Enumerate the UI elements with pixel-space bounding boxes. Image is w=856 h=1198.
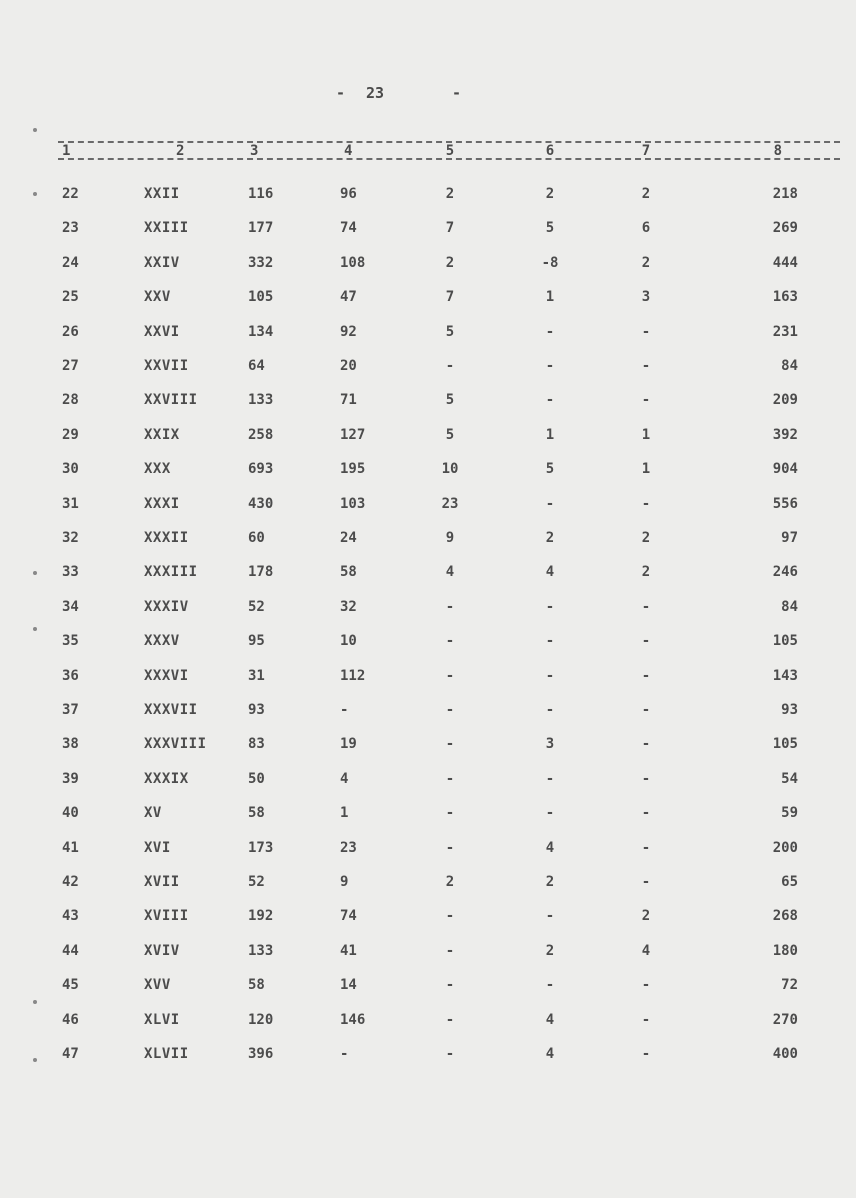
roman-numeral: XXXVI bbox=[144, 667, 189, 684]
roman-numeral: XXVIII bbox=[144, 392, 198, 409]
col-6-value: 4 bbox=[545, 564, 555, 581]
col-4-value: 20 bbox=[340, 358, 357, 374]
col-6-value: 4 bbox=[545, 1046, 555, 1062]
col-5-value: 9 bbox=[445, 530, 455, 546]
col-7-value: - bbox=[641, 1046, 651, 1062]
col-5-value: - bbox=[445, 908, 455, 925]
col-4-value: 71 bbox=[340, 392, 357, 409]
col-5-value: - bbox=[445, 942, 455, 959]
roman-numeral: XXIX bbox=[144, 426, 180, 443]
col-6-value: - bbox=[545, 977, 555, 994]
margin-mark bbox=[33, 1058, 37, 1062]
col-3-value: 396 bbox=[248, 1046, 274, 1062]
col-6-value: - bbox=[545, 358, 555, 374]
table-row bbox=[0, 358, 856, 380]
roman-numeral: XLVI bbox=[144, 1011, 180, 1028]
col-7-value: 6 bbox=[641, 220, 651, 237]
row-number: 36 bbox=[62, 667, 79, 684]
header-col-1: 1 bbox=[62, 143, 71, 159]
roman-numeral: XXXVIII bbox=[144, 736, 207, 753]
col-5-value: 4 bbox=[445, 564, 455, 581]
roman-numeral: XXVI bbox=[144, 323, 180, 340]
col-5-value: 7 bbox=[445, 289, 455, 306]
col-6-value: 3 bbox=[545, 736, 555, 753]
total-value: 209 bbox=[772, 392, 798, 409]
col-6-value: 1 bbox=[545, 289, 555, 306]
col-6-value: 2 bbox=[545, 530, 555, 546]
row-number: 31 bbox=[62, 495, 79, 512]
col-4-value: 58 bbox=[340, 564, 357, 581]
col-4-value: 1 bbox=[340, 805, 349, 822]
col-7-value: 2 bbox=[641, 908, 651, 925]
col-3-value: 50 bbox=[248, 770, 265, 787]
table-row bbox=[0, 840, 856, 862]
col-5-value: - bbox=[445, 770, 455, 787]
col-5-value: 5 bbox=[445, 426, 455, 443]
col-7-value: - bbox=[641, 839, 651, 856]
table-row bbox=[0, 1046, 856, 1068]
roman-numeral: XV bbox=[144, 805, 162, 822]
header-rule-bottom bbox=[58, 158, 840, 160]
col-4-value: - bbox=[340, 702, 349, 718]
col-3-value: 177 bbox=[248, 220, 274, 237]
row-number: 45 bbox=[62, 977, 79, 994]
col-7-value: - bbox=[641, 495, 651, 512]
margin-mark bbox=[33, 192, 37, 196]
col-3-value: 134 bbox=[248, 323, 274, 340]
header-col-7: 7 bbox=[641, 143, 651, 159]
roman-numeral: XVII bbox=[144, 874, 180, 890]
roman-numeral: XVV bbox=[144, 977, 171, 994]
page-number-dash-right: - bbox=[452, 84, 462, 102]
row-number: 34 bbox=[62, 598, 79, 615]
col-3-value: 133 bbox=[248, 392, 274, 409]
total-value: 163 bbox=[772, 289, 798, 306]
col-3-value: 83 bbox=[248, 736, 265, 753]
row-number: 47 bbox=[62, 1046, 79, 1062]
col-3-value: 64 bbox=[248, 358, 265, 374]
col-5-value: - bbox=[445, 667, 455, 684]
total-value: 268 bbox=[772, 908, 798, 925]
total-value: 105 bbox=[772, 736, 798, 753]
col-5-value: - bbox=[445, 358, 455, 374]
roman-numeral: XXXVII bbox=[144, 702, 198, 718]
col-4-value: 112 bbox=[340, 667, 366, 684]
col-7-value: 4 bbox=[641, 942, 651, 959]
roman-numeral: XXXI bbox=[144, 495, 180, 512]
roman-numeral: XVIV bbox=[144, 942, 180, 959]
row-number: 26 bbox=[62, 323, 79, 340]
row-number: 25 bbox=[62, 289, 79, 306]
col-7-value: - bbox=[641, 874, 651, 890]
header-col-5: 5 bbox=[445, 143, 455, 159]
col-4-value: 9 bbox=[340, 874, 349, 890]
col-5-value: - bbox=[445, 1046, 455, 1062]
row-number: 39 bbox=[62, 770, 79, 787]
col-6-value: - bbox=[545, 633, 555, 650]
row-number: 28 bbox=[62, 392, 79, 409]
col-7-value: 2 bbox=[641, 254, 651, 271]
table-row bbox=[0, 461, 856, 483]
col-5-value: - bbox=[445, 977, 455, 994]
col-6-value: - bbox=[545, 702, 555, 718]
total-value: 72 bbox=[781, 977, 798, 994]
col-3-value: 58 bbox=[248, 805, 265, 822]
col-4-value: 195 bbox=[340, 461, 366, 478]
col-4-value: 4 bbox=[340, 770, 349, 787]
table-row bbox=[0, 530, 856, 552]
col-4-value: 23 bbox=[340, 839, 357, 856]
col-3-value: 120 bbox=[248, 1011, 274, 1028]
col-7-value: - bbox=[641, 392, 651, 409]
col-7-value: - bbox=[641, 598, 651, 615]
col-5-value: 5 bbox=[445, 323, 455, 340]
row-number: 43 bbox=[62, 908, 79, 925]
col-4-value: 19 bbox=[340, 736, 357, 753]
total-value: 269 bbox=[772, 220, 798, 237]
header-col-3: 3 bbox=[250, 143, 259, 159]
page-number: 23 bbox=[366, 84, 385, 102]
table-row bbox=[0, 496, 856, 518]
col-3-value: 31 bbox=[248, 667, 265, 684]
col-3-value: 116 bbox=[248, 186, 274, 202]
table-row bbox=[0, 599, 856, 621]
total-value: 200 bbox=[772, 839, 798, 856]
table-row bbox=[0, 908, 856, 930]
table-row bbox=[0, 668, 856, 690]
roman-numeral: XXV bbox=[144, 289, 171, 306]
row-number: 27 bbox=[62, 358, 79, 374]
row-number: 40 bbox=[62, 805, 79, 822]
col-7-value: - bbox=[641, 736, 651, 753]
col-4-value: 24 bbox=[340, 530, 357, 546]
col-6-value: 1 bbox=[545, 426, 555, 443]
col-7-value: 2 bbox=[641, 530, 651, 546]
roman-numeral: XXIII bbox=[144, 220, 189, 237]
col-3-value: 52 bbox=[248, 598, 265, 615]
col-7-value: - bbox=[641, 358, 651, 374]
col-5-value: 2 bbox=[445, 874, 455, 890]
total-value: 444 bbox=[772, 254, 798, 271]
row-number: 38 bbox=[62, 736, 79, 753]
col-4-value: 47 bbox=[340, 289, 357, 306]
total-value: 97 bbox=[781, 530, 798, 546]
table-header bbox=[0, 143, 856, 165]
col-6-value: - bbox=[545, 805, 555, 822]
roman-numeral: XXXIII bbox=[144, 564, 198, 581]
roman-numeral: XXII bbox=[144, 186, 180, 202]
table-row bbox=[0, 564, 856, 586]
total-value: 270 bbox=[772, 1011, 798, 1028]
col-3-value: 58 bbox=[248, 977, 265, 994]
col-3-value: 332 bbox=[248, 254, 274, 271]
table-row bbox=[0, 1012, 856, 1034]
total-value: 231 bbox=[772, 323, 798, 340]
total-value: 556 bbox=[772, 495, 798, 512]
col-7-value: 2 bbox=[641, 564, 651, 581]
col-5-value: - bbox=[445, 805, 455, 822]
col-6-value: - bbox=[545, 770, 555, 787]
col-3-value: 178 bbox=[248, 564, 274, 581]
roman-numeral: XXX bbox=[144, 461, 171, 478]
col-4-value: - bbox=[340, 1046, 349, 1062]
total-value: 54 bbox=[781, 770, 798, 787]
col-6-value: 5 bbox=[545, 461, 555, 478]
col-7-value: 1 bbox=[641, 426, 651, 443]
col-3-value: 173 bbox=[248, 839, 274, 856]
row-number: 30 bbox=[62, 461, 79, 478]
col-7-value: 2 bbox=[641, 186, 651, 202]
row-number: 24 bbox=[62, 254, 79, 271]
margin-mark bbox=[33, 627, 37, 631]
col-6-value: 4 bbox=[545, 839, 555, 856]
col-7-value: 1 bbox=[641, 461, 651, 478]
total-value: 84 bbox=[781, 358, 798, 374]
roman-numeral: XVI bbox=[144, 839, 171, 856]
total-value: 246 bbox=[772, 564, 798, 581]
col-4-value: 127 bbox=[340, 426, 366, 443]
row-number: 44 bbox=[62, 942, 79, 959]
table-row bbox=[0, 771, 856, 793]
col-3-value: 60 bbox=[248, 530, 265, 546]
total-value: 143 bbox=[772, 667, 798, 684]
col-5-value: 23 bbox=[441, 495, 459, 512]
table-row bbox=[0, 255, 856, 277]
total-value: 59 bbox=[781, 805, 798, 822]
col-5-value: - bbox=[445, 702, 455, 718]
col-6-value: 2 bbox=[545, 942, 555, 959]
col-3-value: 430 bbox=[248, 495, 274, 512]
row-number: 42 bbox=[62, 874, 79, 890]
row-number: 37 bbox=[62, 702, 79, 718]
roman-numeral: XXXIX bbox=[144, 770, 189, 787]
col-3-value: 52 bbox=[248, 874, 265, 890]
table-row bbox=[0, 427, 856, 449]
header-col-8: 8 bbox=[773, 143, 782, 159]
col-5-value: 2 bbox=[445, 254, 455, 271]
col-3-value: 95 bbox=[248, 633, 265, 650]
col-7-value: - bbox=[641, 702, 651, 718]
col-5-value: - bbox=[445, 839, 455, 856]
col-3-value: 105 bbox=[248, 289, 274, 306]
table-row bbox=[0, 805, 856, 827]
roman-numeral: XXXIV bbox=[144, 598, 189, 615]
table-row bbox=[0, 324, 856, 346]
col-7-value: - bbox=[641, 667, 651, 684]
col-7-value: - bbox=[641, 977, 651, 994]
col-5-value: - bbox=[445, 633, 455, 650]
col-6-value: - bbox=[545, 495, 555, 512]
header-col-2: 2 bbox=[176, 143, 185, 159]
col-4-value: 32 bbox=[340, 598, 357, 615]
roman-numeral: XXIV bbox=[144, 254, 180, 271]
total-value: 392 bbox=[772, 426, 798, 443]
col-4-value: 146 bbox=[340, 1011, 366, 1028]
total-value: 65 bbox=[781, 874, 798, 890]
col-7-value: - bbox=[641, 323, 651, 340]
margin-mark bbox=[33, 1000, 37, 1004]
total-value: 84 bbox=[781, 598, 798, 615]
col-3-value: 192 bbox=[248, 908, 274, 925]
col-3-value: 693 bbox=[248, 461, 274, 478]
total-value: 105 bbox=[772, 633, 798, 650]
margin-mark bbox=[33, 571, 37, 575]
page-number-dash-left: - bbox=[336, 84, 346, 102]
col-4-value: 10 bbox=[340, 633, 357, 650]
table-row bbox=[0, 943, 856, 965]
row-number: 32 bbox=[62, 530, 79, 546]
table-row bbox=[0, 392, 856, 414]
table-row bbox=[0, 702, 856, 724]
total-value: 904 bbox=[772, 461, 798, 478]
row-number: 46 bbox=[62, 1011, 79, 1028]
col-4-value: 14 bbox=[340, 977, 357, 994]
total-value: 218 bbox=[772, 186, 798, 202]
col-3-value: 133 bbox=[248, 942, 274, 959]
col-7-value: - bbox=[641, 1011, 651, 1028]
total-value: 180 bbox=[772, 942, 798, 959]
col-6-value: 4 bbox=[545, 1011, 555, 1028]
row-number: 22 bbox=[62, 186, 79, 202]
col-7-value: - bbox=[641, 805, 651, 822]
col-6-value: - bbox=[545, 667, 555, 684]
row-number: 33 bbox=[62, 564, 79, 581]
total-value: 93 bbox=[781, 702, 798, 718]
row-number: 41 bbox=[62, 839, 79, 856]
col-6-value: - bbox=[545, 323, 555, 340]
roman-numeral: XVIII bbox=[144, 908, 189, 925]
col-4-value: 96 bbox=[340, 186, 357, 202]
col-3-value: 93 bbox=[248, 702, 265, 718]
margin-mark bbox=[33, 128, 37, 132]
table-row bbox=[0, 977, 856, 999]
col-6-value: 5 bbox=[545, 220, 555, 237]
header-col-4: 4 bbox=[344, 143, 353, 159]
col-5-value: 10 bbox=[441, 461, 459, 478]
col-5-value: - bbox=[445, 1011, 455, 1028]
table-row bbox=[0, 874, 856, 896]
page-number-line bbox=[0, 84, 856, 108]
row-number: 29 bbox=[62, 426, 79, 443]
row-number: 23 bbox=[62, 220, 79, 237]
col-4-value: 92 bbox=[340, 323, 357, 340]
col-6-value: 2 bbox=[545, 186, 555, 202]
col-5-value: 2 bbox=[445, 186, 455, 202]
col-7-value: - bbox=[641, 770, 651, 787]
col-7-value: 3 bbox=[641, 289, 651, 306]
header-col-6: 6 bbox=[545, 143, 555, 159]
roman-numeral: XXVII bbox=[144, 358, 189, 374]
col-6-value: - bbox=[545, 392, 555, 409]
col-6-value: - bbox=[545, 598, 555, 615]
roman-numeral: XXXII bbox=[144, 530, 189, 546]
col-6-value: -8 bbox=[541, 254, 559, 271]
col-5-value: 5 bbox=[445, 392, 455, 409]
roman-numeral: XXXV bbox=[144, 633, 180, 650]
col-4-value: 74 bbox=[340, 220, 357, 237]
roman-numeral: XLVII bbox=[144, 1046, 189, 1062]
col-6-value: - bbox=[545, 908, 555, 925]
col-4-value: 103 bbox=[340, 495, 366, 512]
table-row bbox=[0, 633, 856, 655]
table-row bbox=[0, 220, 856, 242]
col-5-value: - bbox=[445, 736, 455, 753]
col-5-value: 7 bbox=[445, 220, 455, 237]
col-6-value: 2 bbox=[545, 874, 555, 890]
table-row bbox=[0, 186, 856, 208]
col-4-value: 41 bbox=[340, 942, 357, 959]
table-row bbox=[0, 289, 856, 311]
col-4-value: 74 bbox=[340, 908, 357, 925]
col-7-value: - bbox=[641, 633, 651, 650]
table-row bbox=[0, 736, 856, 758]
row-number: 35 bbox=[62, 633, 79, 650]
col-4-value: 108 bbox=[340, 254, 366, 271]
total-value: 400 bbox=[772, 1046, 798, 1062]
col-3-value: 258 bbox=[248, 426, 274, 443]
col-5-value: - bbox=[445, 598, 455, 615]
